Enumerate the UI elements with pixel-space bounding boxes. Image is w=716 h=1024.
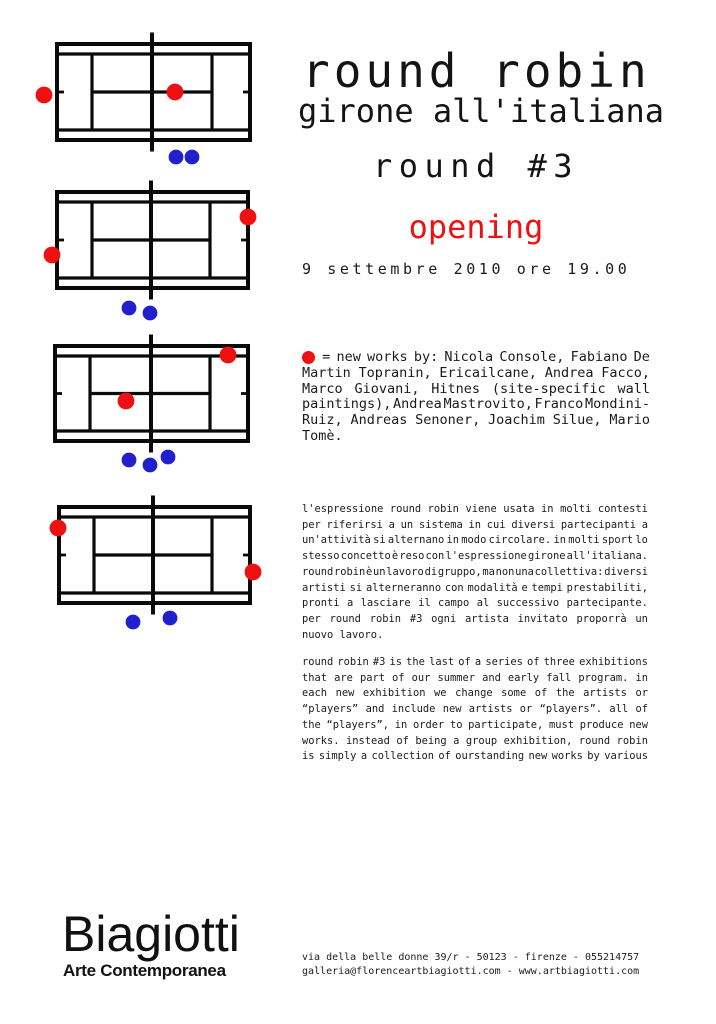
red-player-dot bbox=[220, 347, 237, 364]
artists-legend bbox=[302, 350, 650, 445]
tennis-court bbox=[53, 335, 250, 473]
address-line1: via della belle donne 39/r - 50123 - firenze - 055214757 bbox=[302, 952, 640, 963]
gallery-subtitle: Arte Contemporanea bbox=[63, 961, 226, 980]
blue-player-dot bbox=[122, 301, 137, 316]
paragraph-english bbox=[302, 655, 648, 765]
blue-player-dot bbox=[122, 453, 137, 468]
text-line: per riferirsi a un sistema in cui diversi partecipanti a bbox=[302, 518, 648, 531]
text-line: the “players”, in order to participate, must produce new bbox=[302, 718, 648, 731]
tennis-court bbox=[44, 181, 257, 321]
text-line: artisti si alterneranno con modalità e tempi prestabiliti, bbox=[302, 581, 648, 594]
blue-player-dot bbox=[143, 458, 158, 473]
text-line: works. instead of being a group exhibition, round robin bbox=[302, 734, 648, 747]
text-line: that are part of our summer and early fall program. in bbox=[302, 671, 648, 684]
gallery-address bbox=[302, 951, 639, 978]
text-line: round robin #3 is the last of a series of three exhibitions bbox=[302, 656, 648, 668]
poster-title: round robin bbox=[302, 44, 651, 98]
opening-label: opening bbox=[408, 208, 544, 246]
text-line: round robin è un lavoro di gruppo, ma non una collettiva: diversi bbox=[302, 565, 648, 578]
text-line: Ruiz, Andreas Senoner, Joachim Silue, Mario bbox=[302, 412, 650, 429]
text-line: “players” and include new artists or “players”. all of bbox=[302, 703, 648, 716]
text-line: l'espressione round robin viene usata in molti contesti bbox=[302, 503, 648, 515]
red-player-dot bbox=[167, 84, 184, 101]
red-player-dot bbox=[245, 564, 262, 581]
paragraph-italian bbox=[302, 502, 648, 643]
red-player-dot bbox=[118, 393, 135, 410]
text-line: stesso concetto è reso con l'espressione girone all'italiana. bbox=[302, 550, 648, 563]
blue-player-dot bbox=[185, 150, 200, 165]
gallery-logo: Biagiotti bbox=[62, 906, 240, 962]
red-player-dot bbox=[44, 247, 61, 264]
text-line: pronti a lasciare il campo al successivo partecipante. bbox=[302, 597, 648, 610]
round-number: round #3 bbox=[372, 147, 580, 185]
text-line: nuovo lavoro. bbox=[302, 628, 384, 641]
red-player-dot bbox=[240, 209, 257, 226]
text-line: Martin Topranin, Ericailcane, Andrea Facco, bbox=[302, 364, 650, 381]
text-line: = new works by: Nicola Console, Fabiano De bbox=[302, 350, 650, 366]
blue-player-dot bbox=[143, 306, 158, 321]
text-line: Tomè. bbox=[302, 427, 343, 444]
text-line: un'attività si alternano in modo circolare. in molti sport lo bbox=[302, 534, 648, 547]
tennis-court bbox=[36, 33, 252, 165]
text-line: is simply a collection of ourstanding new works by various bbox=[302, 750, 648, 763]
tennis-court bbox=[50, 496, 262, 630]
opening-datetime: 9 settembre 2010 ore 19.00 bbox=[302, 260, 631, 278]
blue-player-dot bbox=[161, 450, 176, 465]
red-player-dot bbox=[50, 520, 67, 537]
text-line: Marco Giovani, Hitnes (site-specific wall bbox=[302, 380, 650, 397]
blue-player-dot bbox=[163, 611, 178, 626]
blue-player-dot bbox=[126, 615, 141, 630]
red-dot-legend-icon bbox=[302, 351, 315, 364]
red-player-dot bbox=[36, 87, 53, 104]
address-line2: galleria@florenceartbiagiotti.com - www.artbiagiotti.com bbox=[302, 965, 640, 977]
text-line: each new exhibition we change some of the artists or bbox=[302, 687, 648, 700]
poster-subtitle: girone all'italiana bbox=[298, 92, 665, 130]
text-line: per round robin #3 ogni artista invitato proporrà un bbox=[302, 612, 648, 625]
blue-player-dot bbox=[169, 150, 184, 165]
text-line: paintings), Andrea Mastrovito, Franco Mondini- bbox=[302, 396, 650, 413]
